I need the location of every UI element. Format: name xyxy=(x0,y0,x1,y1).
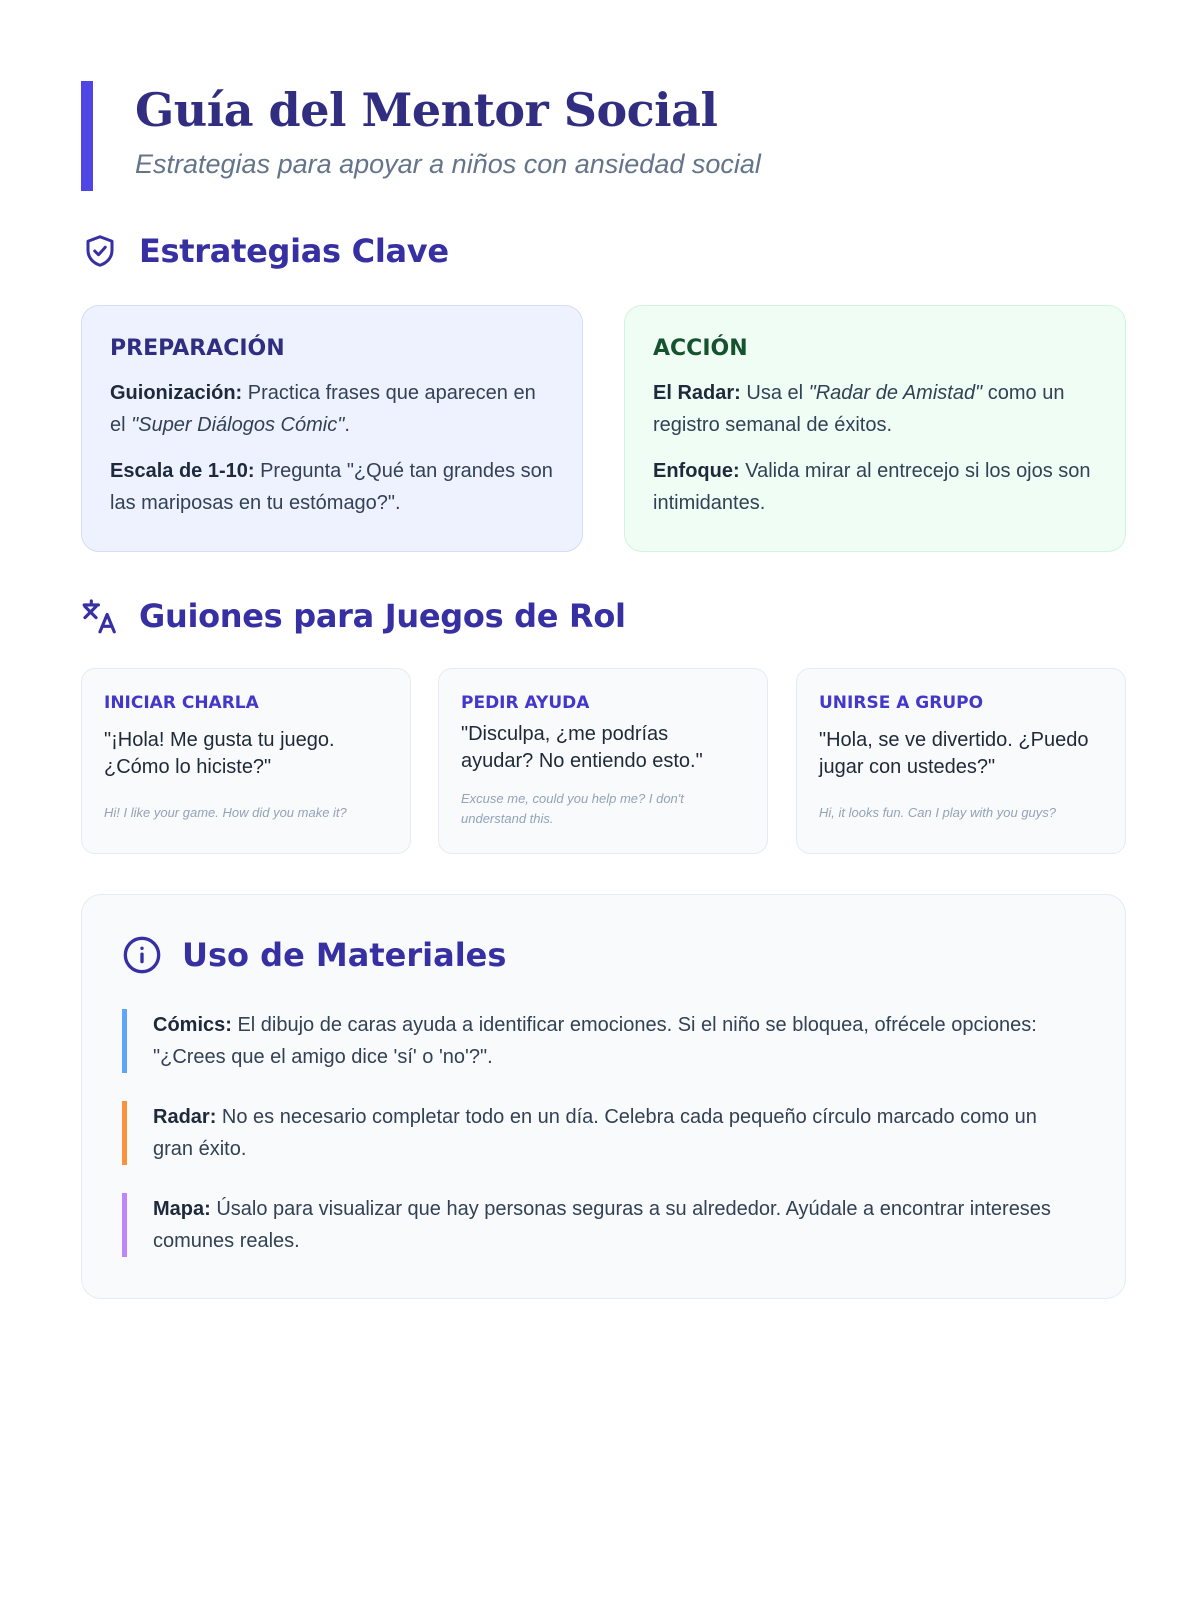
strategies-title: Estrategias Clave xyxy=(139,232,449,270)
action-item xyxy=(653,377,1097,441)
item-text: Practica frases que aparecen en el xyxy=(110,382,536,436)
shield-check-icon xyxy=(81,232,119,270)
item-label: Escala de 1-10: xyxy=(110,460,255,482)
roleplay-card xyxy=(81,668,411,854)
item-text: como un registro semanal de éxitos. xyxy=(653,382,1065,436)
preparation-title: PREPARACIÓN xyxy=(110,336,285,361)
roleplay-label: UNIRSE A GRUPO xyxy=(819,693,984,713)
roleplay-quote: "¡Hola! Me gusta tu juego. ¿Cómo lo hiciste?" xyxy=(104,729,335,778)
roleplay-translation: Excuse me, could you help me? I don't understand this. xyxy=(461,791,684,826)
item-text: Valida mirar al entrecejo si los ojos son intimidantes. xyxy=(653,460,1091,514)
roleplay-card xyxy=(438,668,768,854)
item-text: Pregunta "¿Qué tan grandes son las mariposas en tu estómago?". xyxy=(110,460,553,514)
info-circle-icon xyxy=(122,935,162,975)
item-label: El Radar: xyxy=(653,382,741,404)
item-text: . xyxy=(344,414,350,436)
item-label: Cómics: xyxy=(153,1014,232,1036)
roleplay-label: INICIAR CHARLA xyxy=(104,693,259,713)
roleplay-translation: Hi, it looks fun. Can I play with you guys? xyxy=(819,805,1057,820)
action-item xyxy=(653,455,1097,519)
item-label: Guionización: xyxy=(110,382,243,404)
preparation-item xyxy=(110,377,554,441)
translate-icon xyxy=(81,597,119,635)
roleplay-title: Guiones para Juegos de Rol xyxy=(139,597,626,635)
item-text: Usa el xyxy=(740,382,809,404)
action-title: ACCIÓN xyxy=(653,336,748,361)
page-header xyxy=(81,81,881,191)
strategies-heading xyxy=(81,232,449,270)
item-emphasis: "Super Diálogos Cómic" xyxy=(131,414,345,436)
preparation-item xyxy=(110,455,554,519)
item-text: No es necesario completar todo en un día. Celebra cada pequeño círculo marcado como un gran éxito. xyxy=(153,1106,1037,1160)
roleplay-heading xyxy=(81,597,626,635)
materials-item xyxy=(122,1193,1082,1257)
roleplay-card xyxy=(796,668,1126,854)
materials-title: Uso de Materiales xyxy=(182,936,507,974)
item-emphasis: "Radar de Amistad" xyxy=(808,382,983,404)
roleplay-label: PEDIR AYUDA xyxy=(461,693,590,713)
preparation-card xyxy=(81,305,583,552)
roleplay-translation: Hi! I like your game. How did you make it? xyxy=(104,805,347,820)
roleplay-quote: "Disculpa, ¿me podrías ayudar? No entiendo esto." xyxy=(461,723,703,772)
page-subtitle: Estrategias para apoyar a niños con ansiedad social xyxy=(135,149,761,179)
item-text: El dibujo de caras ayuda a identificar emociones. Si el niño se bloquea, ofrécele opciones: "¿Crees que el amigo dice 'sí' o 'no'?". xyxy=(153,1014,1037,1068)
roleplay-quote: "Hola, se ve divertido. ¿Puedo jugar con ustedes?" xyxy=(819,729,1089,778)
item-text: Úsalo para visualizar que hay personas seguras a su alrededor. Ayúdale a encontrar intereses comunes reales. xyxy=(153,1198,1051,1252)
item-label: Radar: xyxy=(153,1106,217,1128)
materials-item xyxy=(122,1101,1082,1165)
materials-item xyxy=(122,1009,1082,1073)
materials-heading xyxy=(122,935,1085,975)
action-card xyxy=(624,305,1126,552)
item-label: Enfoque: xyxy=(653,460,740,482)
page-title: Guía del Mentor Social xyxy=(135,83,718,137)
materials-panel xyxy=(81,894,1126,1299)
item-label: Mapa: xyxy=(153,1198,211,1220)
